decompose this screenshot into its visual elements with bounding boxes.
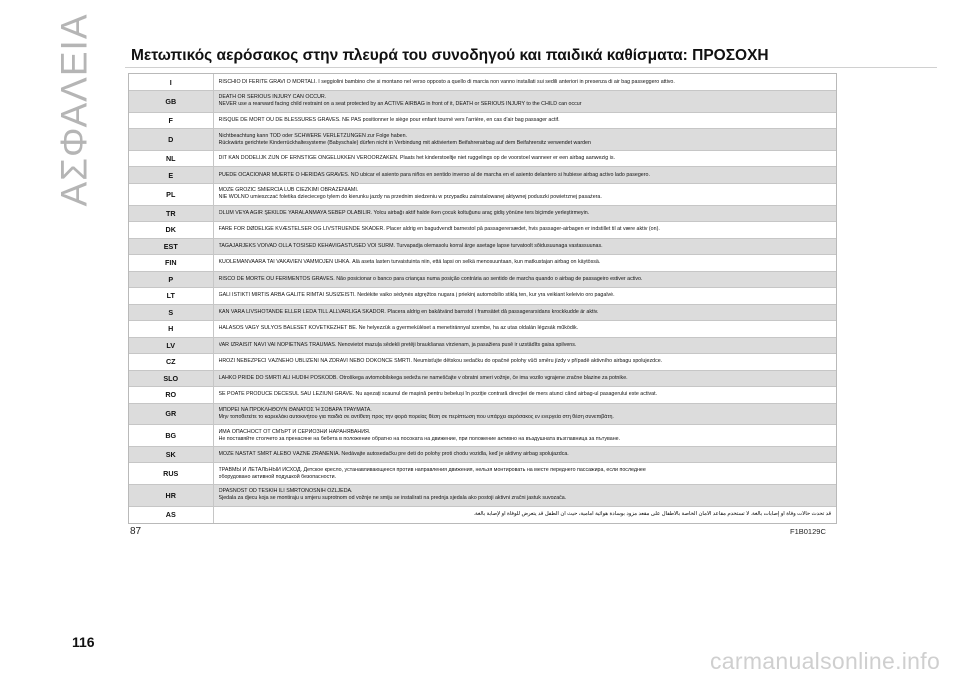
warning-text-line: Sjedala za djecu koja se montiraju u smjeru suprotnom od vožnje ne smiju se instalirati na prednja sjedala ako postoji aktivni zračni jastuk suvozača. <box>218 495 567 502</box>
watermark: carmanualsonline.info <box>710 648 941 674</box>
warning-text-line: SE POATE PRODUCE DECESUL SAU LEZIUNI GRAVE. Nu așezați scaunul de mașină pentru bebeluși în poziție contrară direcției de mers atunci când airbag-ul pasagerului este activat. <box>218 391 658 398</box>
language-code: F <box>129 112 213 129</box>
warning-text <box>213 485 836 507</box>
warning-text-line: GALI IŠTIKTI MIRTIS ARBA GALITE RIMTAI SUSIŽEISTI. Nedėkite vaiko sėdynės atgręžtos nugara į priekinį automobilio stiklą ten, kur yra veikiant keleivio oro pagalvė. <box>218 292 615 299</box>
warning-text-line: DIT KAN DODELIJK ZIJN OF ERNSTIGE ONGELUKKEN VEROORZAKEN. Plaats het kinderstoeltje niet ruggelings op de voorstoel wanneer er een airbag aanwezig is. <box>218 155 615 162</box>
warning-text <box>213 506 836 523</box>
language-code: SK <box>129 446 213 463</box>
warning-text-line: RISCO DE MORTE OU FERIMENTOS GRAVES. Não posicionar o banco para crianças numa posição contrária ao sentido de marcha quando o airbag de passageiro estiver activo. <box>218 275 643 282</box>
warning-row <box>129 506 836 523</box>
warning-table <box>128 73 837 524</box>
warning-text <box>213 304 836 321</box>
warning-row <box>129 255 836 272</box>
warning-text-line: оборудовано активной подушкой безопасности. <box>218 473 337 480</box>
warning-row <box>129 238 836 255</box>
warning-text-line: DEATH OR SERIOUS INJURY CAN OCCUR. <box>218 94 327 101</box>
language-code: LV <box>129 337 213 354</box>
warning-text <box>213 354 836 371</box>
warning-text-line: Μην τοποθετείτε το καρεκλάκι αυτοκινήτου για παιδιά σε αντίθετη προς την φορά πορείας θέση σε περίπτωση που υπάρχει αερόσακος εν ενεργεία στη θέση συνεπιβάτη. <box>218 413 614 420</box>
warning-text-line: HROZÍ NEBEZPEČÍ VÁŽNÉHO UBLÍŽENÍ NA ZDRAVÍ NEBO DOKONCE SMRTI. Neumisťujte dětskou sedačku do opačné polohy vůči směru jízdy v případě aktivního airbagu spolujezdce. <box>218 358 663 365</box>
language-code: BG <box>129 425 213 447</box>
warning-row <box>129 150 836 167</box>
warning-text <box>213 425 836 447</box>
inner-page-number: 87 <box>130 526 142 537</box>
warning-text-line: LAHKO PRIDE DO SMRTI ALI HUDIH POŠKODB. Otroškega avtomobilskega sedeža ne nameščajte v obratni smeri vožnje, če ima vozilo vgrajene zračne blazine za potnike. <box>218 374 628 381</box>
language-code: RUS <box>129 463 213 485</box>
warning-row <box>129 288 836 305</box>
warning-text <box>213 183 836 205</box>
warning-text-line: قد تحدث حالات وفاة أو إصابات بالغة. لا تستخدم مقاعد الأمان الخاصة بالأطفال على مقعد مزود بوسادة هوائية أمامية، حيث أن الطفل قد يتعرض للوفاة أو لإصابة بالغة. <box>473 511 831 518</box>
language-code: CZ <box>129 354 213 371</box>
language-code: S <box>129 304 213 321</box>
page-number: 116 <box>72 634 95 650</box>
language-code: HR <box>129 485 213 507</box>
warning-row <box>129 321 836 338</box>
warning-row <box>129 112 836 129</box>
warning-text-line: PUEDE OCACIONAR MUERTE O HERIDAS GRAVES. NO ubicar el asiento para niños en sentido inverso al de marcha en el asiento delantero si hubiese airbag activo lado pasegero. <box>218 171 650 178</box>
figure-reference-code: F1B0129C <box>790 527 826 536</box>
language-code: FIN <box>129 255 213 272</box>
warning-row <box>129 337 836 354</box>
language-code: AS <box>129 506 213 523</box>
warning-row <box>129 74 836 91</box>
warning-text-line: VAR IZRAISĪT NĀVI VAI NOPIETNAS TRAUMAS. Nenovietot mazuļa sēdekli pretēji braukšanas virzienam, ja pasažiera pusē ir uzstādīts gaisa spilvens. <box>218 341 577 348</box>
language-code: LT <box>129 288 213 305</box>
warning-text-line: Rückwärts gerichtete Kinderrückhaltesysteme (Babyschale) dürfen nicht in Verbindung mit aktiviertem Beifahrerairbag auf dem Beifahrersitz verwendet warden <box>218 139 591 146</box>
warning-text-line: NIE WOLNO umieszczać foletika dzieciecego tylem do kierunku jazdy na przednim siedzeniu w przypadku zainstalowanej aktywnej poduszki powietrznej pasażera. <box>218 194 602 201</box>
warning-text <box>213 91 836 113</box>
section-side-tab-label: ΑΣΦΑΛΕΙΑ <box>54 13 96 207</box>
warning-row <box>129 354 836 371</box>
warning-text-line: Nichtbeachtung kann TOD oder SCHWERE VERLETZUNGEN zur Folge haben. <box>218 132 408 139</box>
language-code: D <box>129 129 213 151</box>
warning-row <box>129 370 836 387</box>
warning-row <box>129 403 836 425</box>
warning-text <box>213 112 836 129</box>
warning-text-line: RISCHIO DI FERITE GRAVI O MORTALI. I seggiolini bambino che si montano nel verso opposto a quello di marcia non vanno installati sui sedili anteriori in presenza di air bag passeggero attivo. <box>218 78 675 85</box>
warning-row <box>129 167 836 184</box>
warning-row <box>129 183 836 205</box>
warning-text-line: ΜΠΟΡΕΙ ΝΑ ΠΡΟΚΛΗΘΟΥΝ ΘΑΝΑΤΟΣ Ή ΣΟΒΑΡΑ ΤΡΑΥΜΑΤΑ. <box>218 406 372 413</box>
warning-text-line: FARE FOR DØDELIGE KVÆSTELSER OG LIVSTRUENDE SKADER. Placer aldrig en bagudvendt barnestol på passagerersædet, hvis passager-airbagen er indstillet til at være aktiv (on). <box>218 226 660 233</box>
warning-text <box>213 403 836 425</box>
warning-text <box>213 337 836 354</box>
warning-row <box>129 271 836 288</box>
warning-text-line: ИМА ОПАСНОСТ ОТ СМЪРТ И СЕРИОЗНИ НАРАНЯВАНИЯ. <box>218 428 371 435</box>
language-code: SLO <box>129 370 213 387</box>
warning-text-line: ТРАВМЫ И ЛЕТАЛЬНЫЙ ИСХОД. Детское кресло, устанавливающееся против направления движения, нельзя монтировать на месте переднего пассажира, если последнее <box>218 466 646 473</box>
warning-text <box>213 238 836 255</box>
warning-text <box>213 255 836 272</box>
language-code: DK <box>129 222 213 239</box>
warning-text <box>213 271 836 288</box>
warning-text-line: OPASNOST OD TEŠKIH ILI SMRTONOSNIH OZLJEDA. <box>218 488 353 495</box>
language-code: H <box>129 321 213 338</box>
warning-text-line: HALÁSOS VAGY SÚLYOS BALESET KÖVETKEZHET BE. Ne helyezzük a gyermeküléset a menetiránnyal szembe, ha az utas oldalán légzsák működik. <box>218 325 579 332</box>
warning-text <box>213 129 836 151</box>
warning-row <box>129 205 836 222</box>
warning-text <box>213 370 836 387</box>
warning-text <box>213 446 836 463</box>
warning-rows <box>129 74 836 523</box>
warning-text <box>213 222 836 239</box>
language-code: PL <box>129 183 213 205</box>
warning-text-line: MOŻE GROZIĆ ŚMIERCIA LUB CIEŻKIMI OBRAŻENIAMI. <box>218 187 359 194</box>
warning-row <box>129 304 836 321</box>
warning-text-line: KAN VARA LIVSHOTANDE ELLER LEDA TILL ALLVARLIGA SKADOR. Placera aldrig en bakåtvänd barnstol i framsätet då passagerarsidans krockkudde är aktiv. <box>218 308 599 315</box>
warning-row <box>129 91 836 113</box>
warning-text-line: NEVER use a rearward facing child restraint on a seat protected by an ACTIVE AIRBAG in front of it, DEATH or SERIOUS INJURY to the CHILD can occur <box>218 101 582 108</box>
warning-text <box>213 150 836 167</box>
warning-text-line: MÔŽE NASTAŤ SMRŤ ALEBO VÁŽNE ZRANENIA. Nedávajte autosedačku pre deti do polohy proti chodu vozidla, keď je aktívny airbag spolujazdca. <box>218 451 569 458</box>
language-code: E <box>129 167 213 184</box>
language-code: P <box>129 271 213 288</box>
warning-text-line: RISQUE DE MORT OU DE BLESSURES GRAVES. NE PAS positionner le siège pour enfant tourné vers l'arrière, en cas d'air bag passager actif. <box>218 116 560 123</box>
warning-text <box>213 288 836 305</box>
warning-row <box>129 446 836 463</box>
warning-text-line: ÖLÜM VEYA AĞIR ŞEKİLDE YARALANMAYA SEBEP OLABİLİR. Yolcu airbağı aktif halde iken çocuk koltuğunu araç gidiş yönüne ters biçimde yerleştirmeyin. <box>218 209 590 216</box>
warning-text-line: Не поставяйте столчето за пренасяне на бебета в положение обратно на посоката на движение, при положение активно на въздушната възглавница за пътуване. <box>218 435 621 442</box>
warning-text <box>213 321 836 338</box>
language-code: GR <box>129 403 213 425</box>
warning-row <box>129 129 836 151</box>
warning-text <box>213 387 836 404</box>
warning-row <box>129 425 836 447</box>
warning-row <box>129 387 836 404</box>
language-code: RO <box>129 387 213 404</box>
warning-text <box>213 205 836 222</box>
language-code: I <box>129 74 213 91</box>
warning-text <box>213 74 836 91</box>
language-code: GB <box>129 91 213 113</box>
section-side-tab <box>40 13 110 207</box>
warning-text-line: KUOLEMANVAARA TAI VAKAVIEN VAMMOJEN UHKA. Älä aseta lasten turvaistuinta niin, että lapsi on selkä menosuuntaan, kun matkustajan airbag on käytössä. <box>218 259 601 266</box>
warning-text <box>213 463 836 485</box>
warning-row <box>129 463 836 485</box>
warning-text-line: TAGAJÄRJEKS VÕIVAD OLLA TÕSISED KEHAVIGASTUSED VÕI SURM. Turvapadja olemasolu korral ärge asetage lapse turvatoolt sõidusuunaga vastassuunas. <box>218 242 603 249</box>
language-code: NL <box>129 150 213 167</box>
page-title: Μετωπικός αερόσακος στην πλευρά του συνοδηγού και παιδικά καθίσματα: ΠΡΟΣΟΧΗ <box>131 47 931 65</box>
language-code: EST <box>129 238 213 255</box>
language-code: TR <box>129 205 213 222</box>
warning-row <box>129 222 836 239</box>
warning-text <box>213 167 836 184</box>
warning-row <box>129 485 836 507</box>
